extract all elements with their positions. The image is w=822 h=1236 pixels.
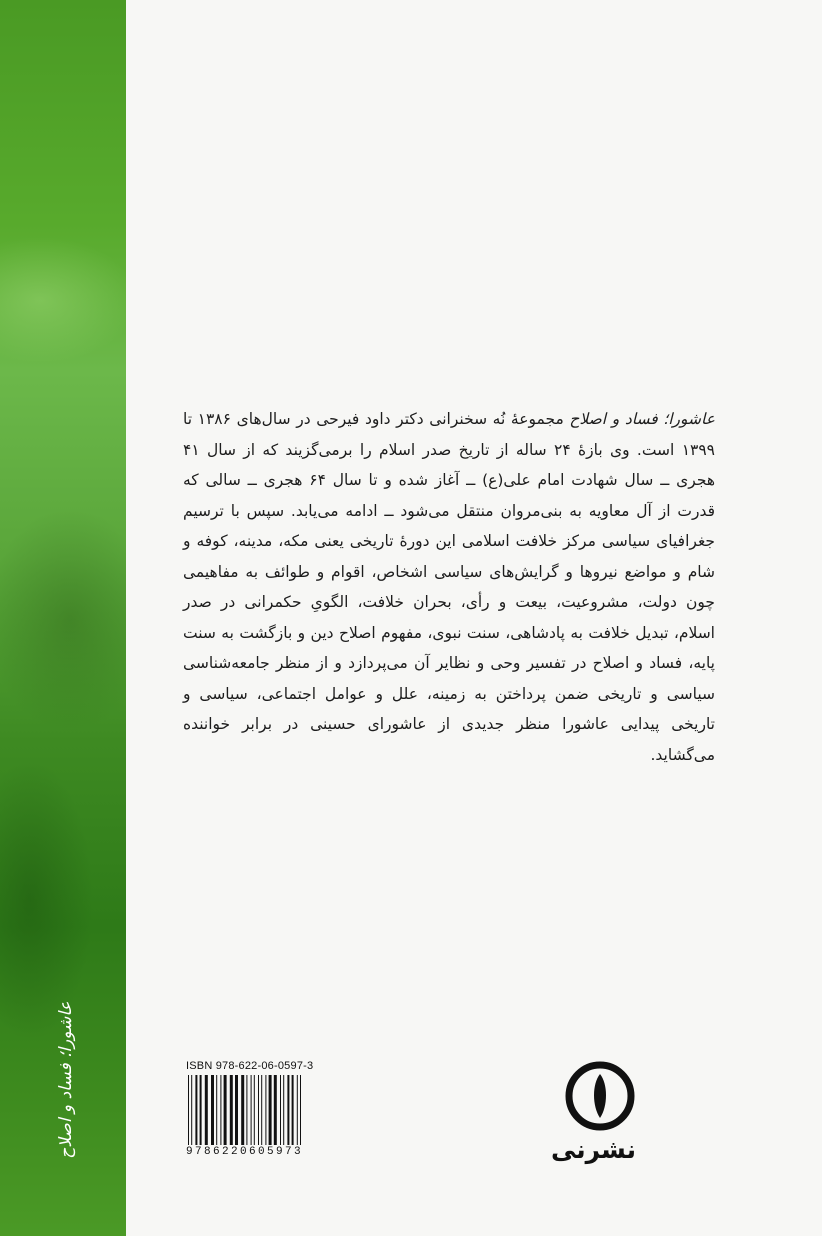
green-spine-strip — [0, 0, 126, 1236]
barcode-bar — [188, 1075, 189, 1145]
spine-title: عاشورا؛ فساد و اصلاح — [56, 1001, 76, 1159]
barcode-bar — [280, 1075, 281, 1145]
publisher-name: نشرنی — [550, 1135, 636, 1164]
barcode-bar — [297, 1075, 298, 1145]
barcode-bar — [283, 1075, 284, 1145]
publisher-logo-icon — [564, 1060, 636, 1132]
barcode-bar — [300, 1075, 301, 1145]
barcode-bar — [265, 1075, 266, 1145]
barcode-bar — [205, 1075, 208, 1145]
isbn-digits: 9786220605973 — [186, 1146, 304, 1158]
blurb-text: مجموعهٔ نُه سخنرانی دکتر داود فیرحی در سال‌های ۱۳۸۶ تا ۱۳۹۹ است. وی بازهٔ ۲۴ ساله از تاریخ صدر اسلام را برمی‌گزیند که از سال ۴۱ هجری ــ سال شهادت امام علی(ع) ــ آغاز شده و تا سال ۶۴ هجری ــ سالی که قدرت از آل معاویه به بنی‌مروان منتقل می‌شود ــ ادامه می‌یابد. سپس با ترسیم جغرافیای سیاسی مرکز خلافت اسلامی این دورهٔ تاریخی یعنی مکه، مدینه، کوفه و شام و مواضع نیروها و گرایش‌های سیاسی اشخاص، اقوام و طوائف به مفاهیمی چون دولت، مشروعیت، بیعت و رأی، بحران خلافت، الگویِ حکمرانی در صدر اسلام، تبدیل خلافت به پادشاهی، سنت نبوی، مفهوم اصلاح دین و بازگشت به سنت پایه، فساد و اصلاح در تفسیر وحی و نظایر آن می‌پردازد و از منظر جامعه‌شناسی سیاسی و تاریخی ضمن پرداختن به زمینه، علل و عوامل اجتماعی، سیاسی و تاریخی پیدایی عاشورا منظر جدیدی از عاشورای حسینی در برابر خواننده می‌گشاید. — [183, 410, 715, 764]
barcode-bar — [235, 1075, 238, 1145]
blurb-paragraph — [183, 404, 715, 770]
barcode-bar — [261, 1075, 262, 1145]
barcode — [186, 1075, 332, 1145]
barcode-bar — [251, 1075, 252, 1145]
isbn-block — [186, 1060, 332, 1158]
barcode-bar — [292, 1075, 294, 1145]
barcode-bar — [287, 1075, 289, 1145]
barcode-bar — [241, 1075, 244, 1145]
book-title: عاشورا؛ فساد و اصلاح — [569, 410, 715, 428]
barcode-bar — [216, 1075, 217, 1145]
barcode-bar — [200, 1075, 202, 1145]
barcode-bar — [230, 1075, 233, 1145]
barcode-bar — [195, 1075, 197, 1145]
barcode-bar — [269, 1075, 272, 1145]
barcode-bar — [258, 1075, 259, 1145]
publisher-logo — [550, 1060, 636, 1170]
barcode-bar — [274, 1075, 277, 1145]
barcode-bar — [224, 1075, 227, 1145]
barcode-bar — [191, 1075, 192, 1145]
barcode-bar — [220, 1075, 221, 1145]
barcode-bar — [254, 1075, 255, 1145]
barcode-bar — [211, 1075, 214, 1145]
barcode-bar — [246, 1075, 247, 1145]
isbn-label: ISBN 978-622-06-0597-3 — [186, 1060, 314, 1072]
